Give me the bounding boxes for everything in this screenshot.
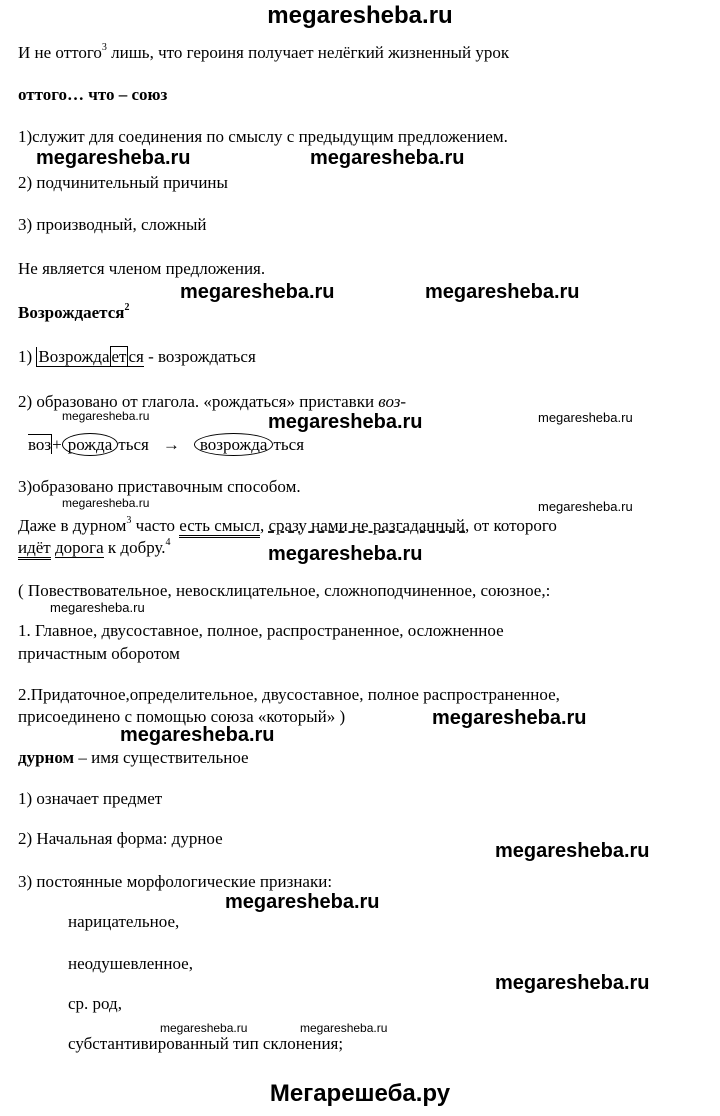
analysis-line-2a: 2.Придаточное,определительное, двусоставное, полное распространенное,	[18, 685, 560, 704]
plus-sign: +	[52, 435, 62, 454]
watermark: megaresheba.ru	[225, 891, 380, 913]
prefix-italic: воз-	[378, 392, 407, 411]
word-line-1	[18, 346, 256, 368]
word-line-1-rest: - возрождаться	[143, 347, 256, 366]
sentence-2-line-1	[18, 515, 557, 537]
word-postfix: ся	[128, 347, 144, 366]
word-title-text: Возрождается	[18, 303, 125, 322]
sentence-2-line-2	[18, 537, 171, 559]
prefix-mark: воз	[28, 435, 52, 454]
union-line-1: 1)служит для соединения по смыслу с предыдущим предложением.	[18, 127, 508, 146]
analysis-line-0: ( Повествовательное, невосклицательное, сложноподчиненное, союзное,:	[18, 581, 551, 600]
noun-feature-1: нарицательное,	[68, 912, 180, 931]
word-formation-chain	[28, 434, 304, 456]
watermark: megaresheba.ru	[495, 972, 650, 994]
noun-line-3: 3) постоянные морфологические признаки:	[18, 872, 333, 891]
footnote-mark: 3	[126, 515, 132, 526]
watermark: megaresheba.ru	[310, 147, 465, 169]
predicate: идёт	[18, 538, 51, 560]
footnote-mark: 3	[101, 42, 107, 53]
watermark: megaresheba.ru	[160, 1021, 248, 1035]
watermark: megaresheba.ru	[62, 409, 150, 423]
watermark: megaresheba.ru	[50, 600, 145, 615]
participial-phrase: сразу нами не разгаданный	[268, 516, 466, 535]
sentence-2-text: часто	[131, 516, 180, 535]
sentence-2-text: Даже в дурном	[18, 516, 127, 535]
union-line-2: 2) подчинительный причины	[18, 173, 228, 192]
footnote-mark: 2	[124, 302, 130, 313]
watermark: megaresheba.ru	[62, 496, 150, 510]
analysis-line-1a: 1. Главное, двусоставное, полное, распространенное, осложненное	[18, 621, 504, 640]
sentence-2-text: , от которого	[465, 516, 557, 535]
watermark: megaresheba.ru	[538, 499, 633, 514]
word-stem: Возрожда	[38, 347, 110, 366]
sentence-1-text-b: лишь, что героиня получает нелёгкий жизненный урок	[106, 43, 510, 62]
noun-word: дурном	[18, 748, 75, 767]
noun-title	[18, 747, 249, 769]
comma: ,	[259, 516, 269, 535]
watermark: megaresheba.ru	[36, 147, 191, 169]
watermark: megaresheba.ru	[425, 281, 580, 303]
watermark: megaresheba.ru	[180, 281, 335, 303]
noun-line-2: 2) Начальная форма: дурное	[18, 829, 223, 848]
noun-feature-4: субстантивированный тип склонения;	[68, 1034, 344, 1053]
analysis-line-2b: присоединено с помощью союза «который» )	[18, 707, 346, 726]
word-ending: ет	[111, 347, 127, 366]
sentence-2-text: к добру.	[103, 538, 166, 557]
list-number: 1)	[18, 347, 37, 366]
footer-site-title: Мегарешеба.ру	[269, 1080, 451, 1107]
header-site-title: megaresheba.ru	[267, 2, 453, 29]
watermark: megaresheba.ru	[268, 543, 423, 565]
chain-tail: ться	[118, 435, 149, 454]
analysis-line-1b: причастным оборотом	[18, 644, 180, 663]
union-line-4: Не является членом предложения.	[18, 259, 266, 278]
noun-feature-2: неодушевленное,	[68, 954, 193, 973]
watermark: megaresheba.ru	[268, 411, 423, 433]
watermark: megaresheba.ru	[495, 840, 650, 862]
subject: дорога	[54, 538, 104, 557]
sentence-1	[18, 42, 509, 64]
arrow-right-icon: →	[162, 435, 180, 454]
noun-title-rest: – имя существительное	[74, 748, 249, 767]
watermark: megaresheba.ru	[538, 410, 633, 425]
stem-oval: возрожда	[194, 433, 274, 456]
noun-feature-3: ср. род,	[68, 994, 122, 1013]
watermark: megaresheba.ru	[300, 1021, 388, 1035]
sentence-1-text-a: И не оттого	[18, 43, 102, 62]
noun-line-1: 1) означает предмет	[18, 789, 163, 808]
word-line-2-text: 2) образовано от глагола. «рождаться» приставки	[18, 392, 379, 411]
union-title: оттого… что – союз	[18, 85, 168, 104]
union-line-3: 3) производный, сложный	[18, 215, 207, 234]
footnote-mark: 4	[165, 537, 171, 548]
word-title	[18, 302, 129, 324]
watermark: megaresheba.ru	[432, 707, 587, 729]
word-line-3: 3)образовано приставочным способом.	[18, 477, 301, 496]
root-oval: рожда	[62, 433, 119, 456]
chain-tail: ться	[273, 435, 305, 454]
watermark: megaresheba.ru	[120, 724, 275, 746]
predicate-subject: есть смысл	[179, 516, 260, 538]
